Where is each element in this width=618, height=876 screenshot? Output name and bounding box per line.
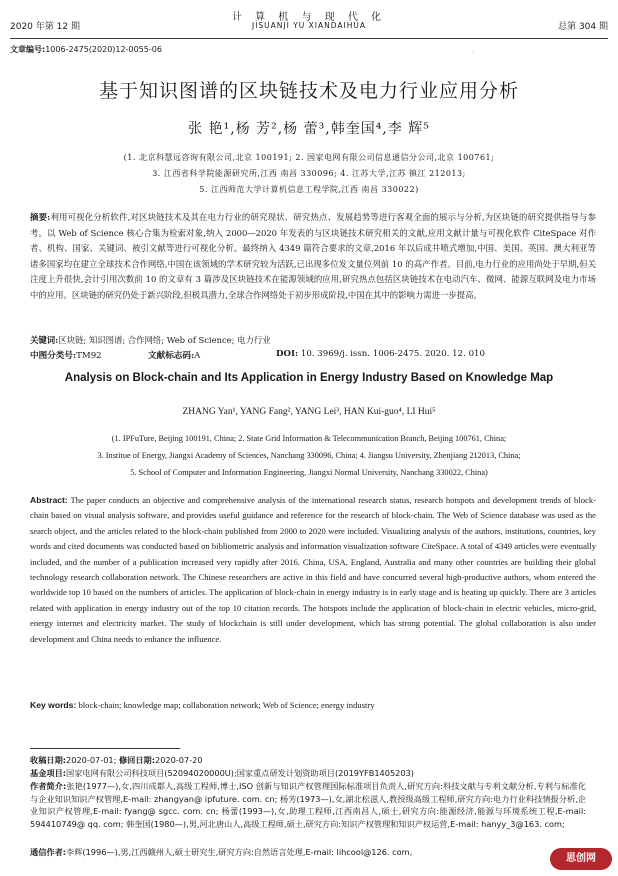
- article-number: [10, 44, 162, 55]
- abstract-en-text: The paper conducts an objective and comprehensive analysis of the international research status, research hotspots and development trends of block-chain based on visual analysis software, and provides useful guidance and reference for the research of block-chain. The Web of Science database was used as the search object, and the articles related to the block-chain published from 2000 to 2020 were included. Visualizing analysis of the authors, institutions, countries, key words and cited documents was conducted based on bibliometric analysis and information visualization software CiteSpace. A total of 4349 articles were eventually included, and the number of a publication increased very rapidly after 2016. China, USA, England, Australia and many other countries are building their global technology research collaboration network. The Chinese researchers are active in this field and have concurred several high-productive authors, whom entered the worldwide top 10 based on the numbers of articles. The application of block-chain in energy industry is in early stage and is heating up quickly. There are 3 articles related with application in energy industry out of the top 10 citation records. The hotspots include the application of block-chain in electric vehicles, micro-grid, energy internet and electricity market. The study of blockchain is still under development, which has strong potential. The global collaboration is also under development and China needs to enhance the influence.: [30, 495, 596, 644]
- author-list-en: ZHANG Yan¹, YANG Fang², YANG Lei³, HAN Kui-guo⁴, LI Hui⁵: [182, 407, 436, 417]
- affiliation-line: (1. 北京科慧远咨询有限公司,北京 100191; 2. 国家电网有限公司信息通信分公司,北京 100761;: [123, 153, 495, 162]
- affiliation-line: 3. 江西省科学院能源研究所,江西 南昌 330096; 4. 江苏大学,江苏 镇江 212013;: [152, 169, 466, 178]
- doc-value: A: [194, 351, 201, 361]
- watermark: ·: [464, 39, 483, 66]
- affiliation-en-line: (1. IPFuTure, Beijing 100191, China; 2. State Grid Information & Telecommunication Branch, Beijing 100761, China;: [111, 434, 507, 443]
- abstract-en: [30, 493, 596, 647]
- article-number-label: 文章编号:: [10, 45, 46, 54]
- clc-label: 中图分类号:: [30, 351, 77, 361]
- affiliation-line: 5. 江西师范大学计算机信息工程学院,江西 南昌 330022): [199, 185, 419, 194]
- fund-label: 基金项目:: [30, 768, 67, 778]
- keywords-cn-text: 区块链; 知识图谱; 合作网络; Web of Science; 电力行业: [58, 335, 271, 345]
- doi-label: DOI:: [276, 349, 299, 359]
- paper-title-en: Analysis on Block-chain and Its Application in Energy Industry Based on Knowledge Map: [64, 372, 554, 384]
- footnote-corresponding: [30, 846, 520, 859]
- abstract-cn: [30, 210, 596, 304]
- article-number-value: 1006-2475(2020)12-0055-06: [45, 45, 162, 54]
- bio-text: 张艳(1977—),女,四川成都人,高级工程师,博士,ISO 创新与知识产权管理国际标准项目负责人,研究方向:科技文献与专利文献分析,专利与标准化与企业知识知识产权管理,E-mail: zhangyan@ ipfuture. com. cn; 杨芳(1973—),女,湖北松滋人,教授级高级工程师,研究方向:电力行业科技情报分析,企业知识产权管理,E-mail: fyang@ sgcc. com. cn; 杨蕾(1993—),女,助理工程师,江西南昌人,硕士,研究方向:能源经济,能源与环境系统工程,E-mail: 594410749@ qq. com; 韩奎国(1980—),男,河北唐山人,高级工程师,硕士,研究方向:知识产权管理和知识产权运营,E-mail: hanyy_3@163. com;: [30, 781, 586, 829]
- bio-label: 作者简介:: [30, 781, 67, 791]
- paper-title: 基于知识图谱的区块链技术及电力行业应用分析: [98, 80, 519, 102]
- received-label: 收稿日期:: [30, 755, 67, 765]
- keywords-cn: [30, 333, 596, 349]
- keywords-en-text: block-chain; knowledge map; collaboration network; Web of Science; energy industry: [78, 700, 375, 710]
- revised-date: 2020-07-20: [155, 755, 203, 765]
- received-date: 2020-07-01;: [66, 755, 117, 765]
- issue-label: 2020 年第 12 期: [10, 22, 80, 32]
- fund-text: 国家电网有限公司科技项目(52094020000U);国家重点研发计划资助项目(2019YFB1405203): [66, 768, 414, 778]
- abstract-cn-text: 利用可视化分析软件,对区块链技术及其在电力行业的研究现状、研究热点、发展趋势等进行客观全面的展示与分析,为区块链的研究提供指导与参考。以 Web of Science 核心合集为检索对象,纳入 2000—2020 年发表的与区块链技术研究相关的文献,应用文献计量与可视化软件 CiteSpace 对作者、机构、国家、关键词、被引文献等进行可视化分析。最终纳入 4349 篇符合要求的文章,2016 年以后成井喷式增加,中国、美国、英国、澳大利亚等诸多国家均在建立全球技术合作网络,中国在该领域的学术研究较为活跃,已出现多位发文量位列前 10 的高产作者。目前,电力行业的应用尚处于早期,但关注度上升很快,会计引用次数前 10 的文章有 3 篇涉及区块链技术在能源领域的应用,研究热点包括区块链技术在电动汽车、微网、能源互联网及电力市场中的应用。区块链的研究仍处于新兴阶段,但极具潜力,全球合作网络处于初步形成阶段,中国在其中的影响力需进一步提高。: [30, 212, 597, 300]
- clc-code: [30, 349, 102, 361]
- doi-value: 10. 3969/j. issn. 1006-2475. 2020. 12. 010: [300, 349, 485, 359]
- author-list-cn: 张 艳¹,杨 芳²,杨 蕾³,韩奎国⁴,李 辉⁵: [188, 121, 430, 137]
- abstract-en-label: Abstract:: [30, 495, 68, 505]
- doi: [276, 349, 485, 359]
- footnote-dates: [30, 754, 596, 767]
- abstract-cn-label: 摘要:: [30, 212, 51, 222]
- journal-name-cn: 计 算 机 与 现 代 化: [231, 12, 387, 23]
- header-rule: [10, 38, 608, 39]
- keywords-cn-label: 关键词:: [30, 335, 59, 345]
- footnote-fund: [30, 767, 596, 780]
- total-issue-label: 总第 304 期: [558, 22, 608, 32]
- corr-text: 李辉(1996—),男,江西赣州人,硕士研究生,研究方向:自然语言处理,E-mail: lihcool@126. com。: [66, 847, 418, 857]
- affiliation-en-line: 3. Institue of Energy, Jiangxi Academy of Sciences, Nanchang 330096, China; 4. Jiangsu University, Zhenjiang 212013, China;: [97, 451, 521, 460]
- revised-label: 修回日期:: [118, 755, 156, 765]
- keywords-en-label: Key words:: [30, 700, 77, 710]
- doc-code: [148, 349, 200, 361]
- doc-label: 文献标志码:: [148, 351, 195, 361]
- corr-label: 通信作者:: [30, 847, 67, 857]
- journal-name-en: JISUANJI YU XIANDAIHUA: [251, 21, 366, 30]
- clc-value: TM92: [76, 351, 102, 361]
- footnote-rule: [30, 748, 180, 749]
- keywords-en: [30, 698, 596, 713]
- site-logo: 思创网: [550, 848, 612, 870]
- footnote-bio: [30, 780, 586, 830]
- affiliation-en-line: 5. School of Computer and Information Engineering, Jiangxi Normal University, Nanchang 330022, China): [130, 468, 488, 477]
